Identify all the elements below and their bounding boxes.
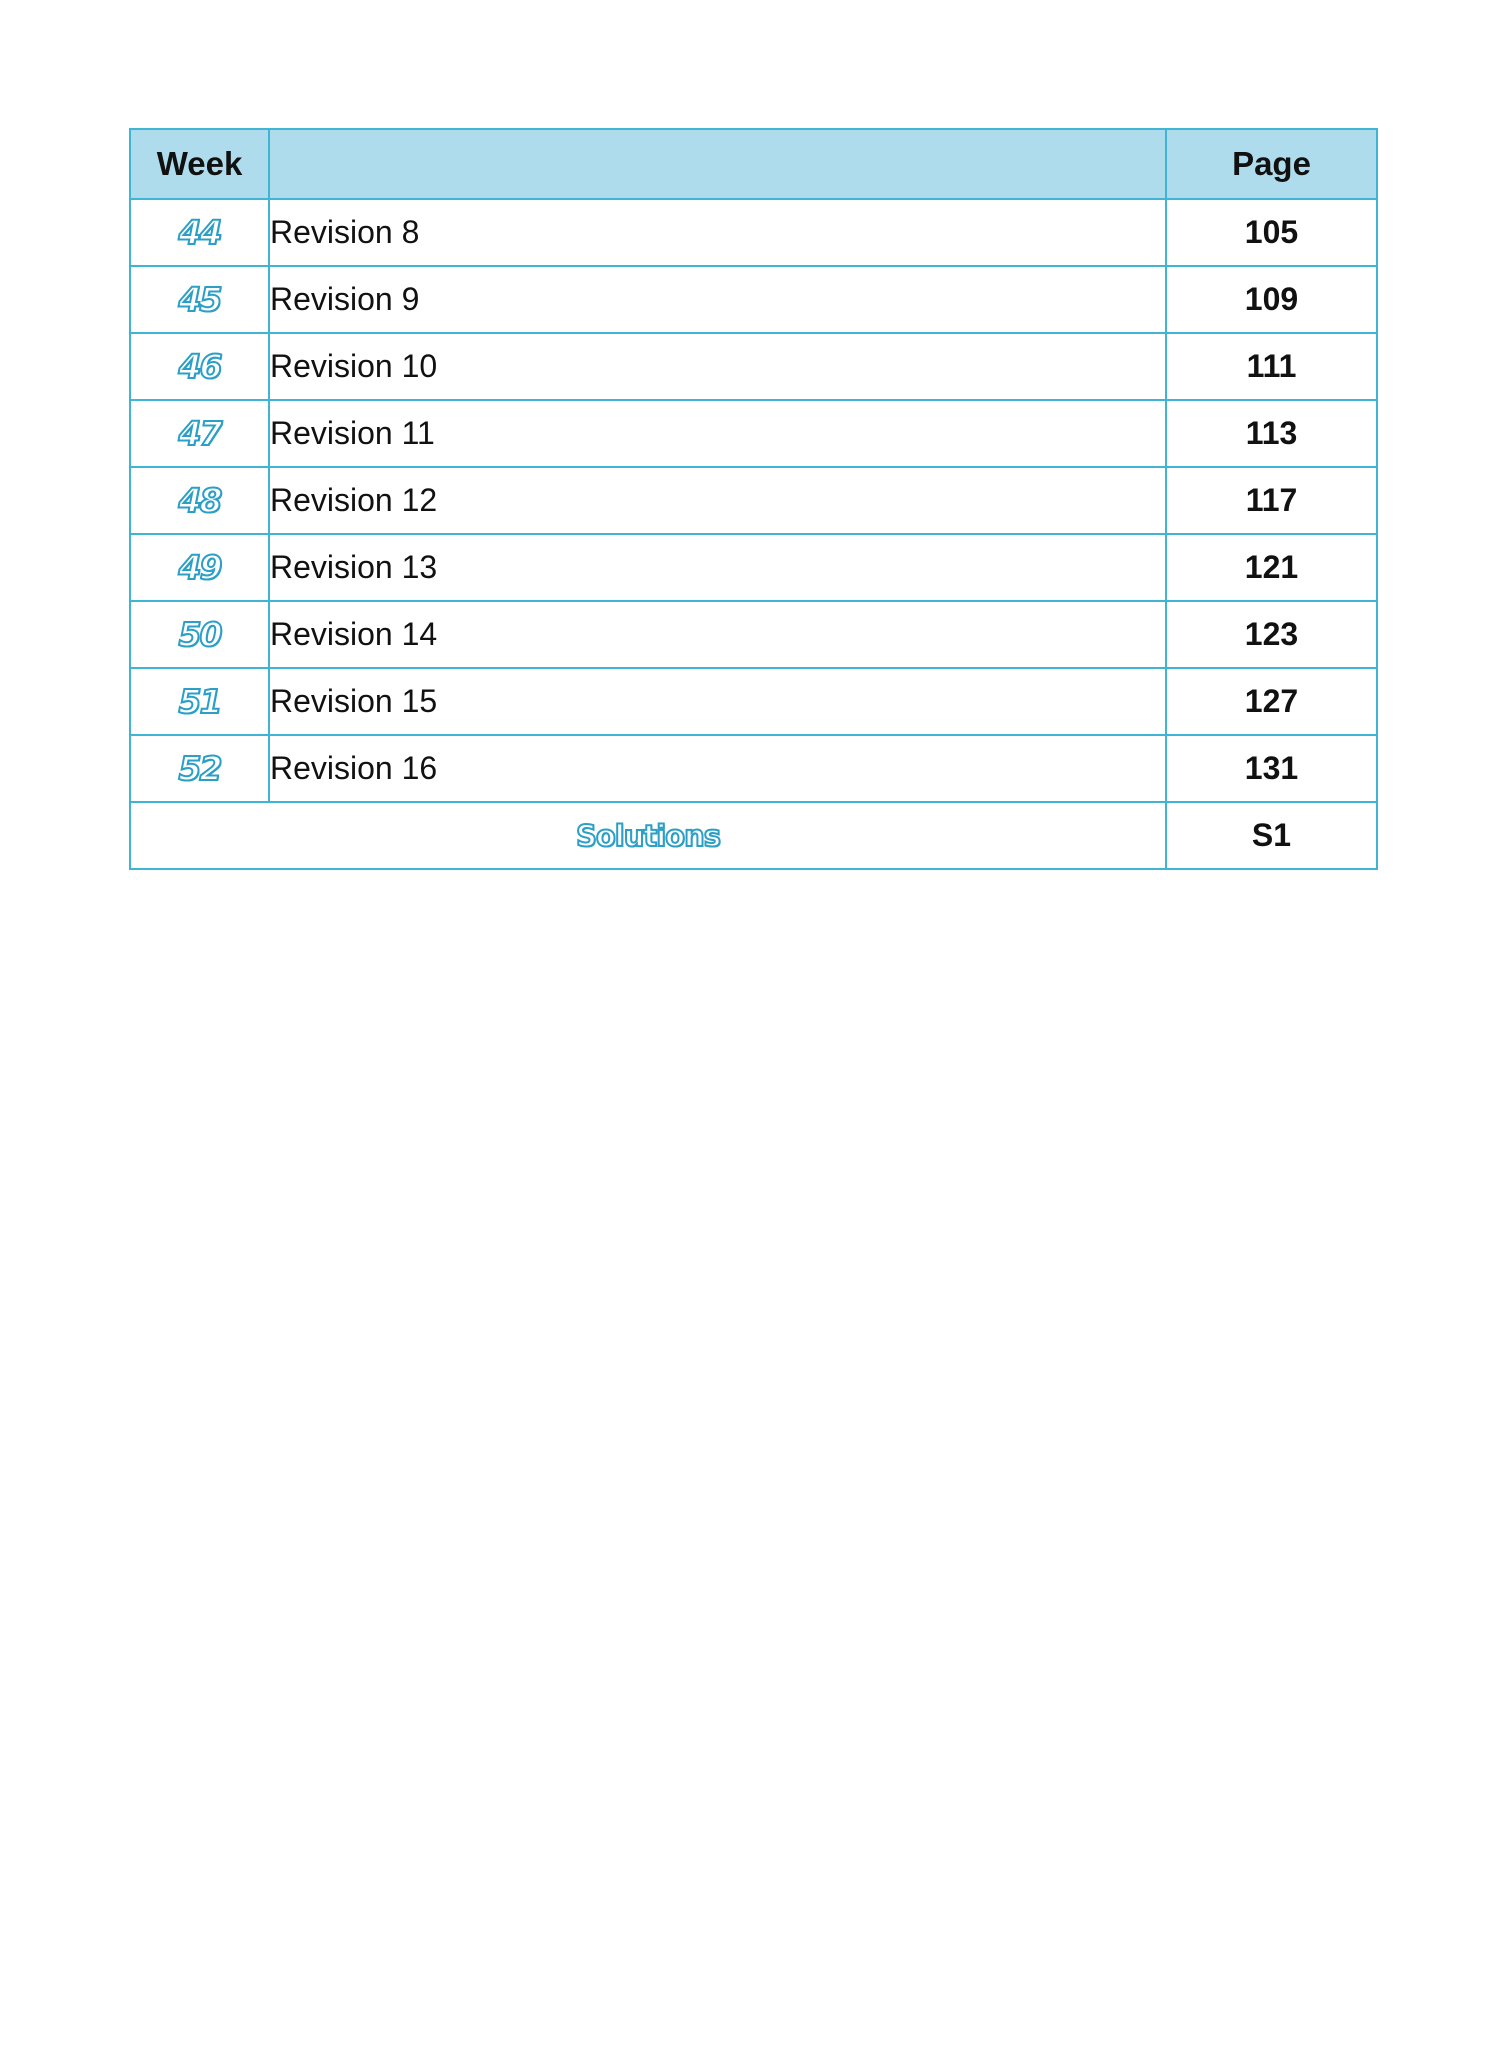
table-row — [130, 199, 1377, 266]
week-number: 51 — [178, 682, 221, 721]
section-title: Revision 16 — [269, 735, 1166, 802]
section-title: Revision 15 — [269, 668, 1166, 735]
page-number: 131 — [1166, 735, 1377, 802]
week-number: 45 — [178, 280, 221, 319]
week-column-header: Week — [130, 129, 269, 199]
table-row — [130, 266, 1377, 333]
week-cell — [130, 601, 269, 668]
table-row — [130, 534, 1377, 601]
week-number: 48 — [178, 481, 221, 520]
section-title: Revision 12 — [269, 467, 1166, 534]
page-column-header: Page — [1166, 129, 1377, 199]
week-cell — [130, 467, 269, 534]
table-row — [130, 601, 1377, 668]
table-row — [130, 400, 1377, 467]
week-number: 49 — [178, 548, 221, 587]
week-number: 52 — [178, 749, 221, 788]
section-title: Revision 13 — [269, 534, 1166, 601]
section-title: Revision 11 — [269, 400, 1166, 467]
solutions-row — [130, 802, 1377, 869]
table-header-row — [130, 129, 1377, 199]
solutions-label: Solutions — [575, 818, 721, 853]
title-column-header — [269, 129, 1166, 199]
page-number: 105 — [1166, 199, 1377, 266]
table-row — [130, 467, 1377, 534]
page-number: 113 — [1166, 400, 1377, 467]
section-title: Revision 8 — [269, 199, 1166, 266]
section-title: Revision 14 — [269, 601, 1166, 668]
section-title: Revision 10 — [269, 333, 1166, 400]
contents-table — [129, 128, 1378, 870]
week-cell — [130, 668, 269, 735]
week-cell — [130, 400, 269, 467]
page-number: 117 — [1166, 467, 1377, 534]
table-row — [130, 668, 1377, 735]
solutions-cell — [130, 802, 1166, 869]
table-row — [130, 735, 1377, 802]
page-number: 121 — [1166, 534, 1377, 601]
page-number: 123 — [1166, 601, 1377, 668]
week-cell — [130, 534, 269, 601]
week-cell — [130, 266, 269, 333]
table-row — [130, 333, 1377, 400]
week-number: 44 — [178, 213, 221, 252]
week-number: 47 — [178, 414, 221, 453]
week-cell — [130, 199, 269, 266]
week-cell — [130, 735, 269, 802]
section-title: Revision 9 — [269, 266, 1166, 333]
solutions-page-number: S1 — [1166, 802, 1377, 869]
page-number: 109 — [1166, 266, 1377, 333]
week-number: 46 — [178, 347, 221, 386]
page-number: 127 — [1166, 668, 1377, 735]
page-number: 111 — [1166, 333, 1377, 400]
week-cell — [130, 333, 269, 400]
week-number: 50 — [178, 615, 221, 654]
